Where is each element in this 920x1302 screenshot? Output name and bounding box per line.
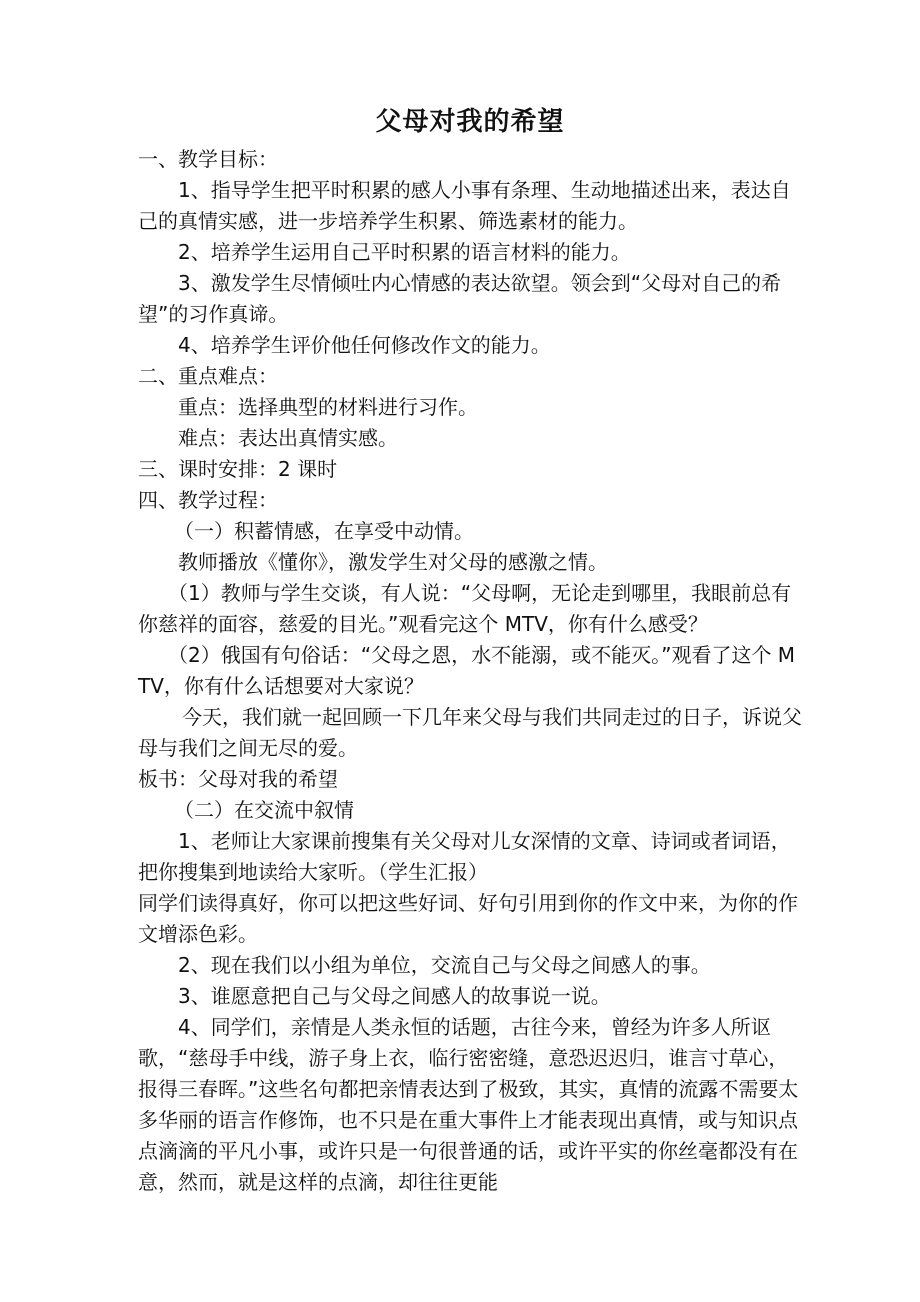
section-heading-objectives: 一、教学目标： [138, 147, 278, 171]
objective-1: 1、指导学生把平时积累的感人小事有条理、生动地描述出来，表达自己的真情实感，进一步培养学生积累、筛选素材的能力。 [138, 178, 791, 233]
blackboard-note: 板书：父母对我的希望 [138, 767, 338, 791]
process-paragraph: 2、现在我们以小组为单位，交流自己与父母之间感人的事。 [178, 953, 711, 977]
process-paragraph: 4、同学们，亲情是人类永恒的话题，古往今来，曾经为许多人所讴歌，“慈母手中线，游子身上衣，临行密密缝，意恐迟迟归，谁言寸草心，报得三春晖。”这些名句都把亲情表达到了极致，其实，真情的流露不需要太多华丽的语言作修饰，也不只是在重大事件上才能表现出真情，或与知识点点滴滴的平凡小事，或许只是一句很普通的话，或许平实的你丝毫都没有在意，然而，就是这样的点滴，却往往更能 [138, 1015, 799, 1194]
objective-4: 4、培养学生评价他任何修改作文的能力。 [178, 333, 551, 357]
key-point: 重点：选择典型的材料进行习作。 [178, 395, 478, 419]
process-paragraph: 教师播放《懂你》，激发学生对父母的感激之情。 [178, 550, 608, 574]
section-heading-schedule: 三、课时安排：2 课时 [138, 457, 338, 481]
process-paragraph: 1、老师让大家课前搜集有关父母对儿女深情的文章、诗词或者词语，把你搜集到地读给大家听。（学生汇报） [138, 829, 791, 884]
process-paragraph: （1）教师与学生交谈，有人说：“父母啊，无论走到哪里，我眼前总有你慈祥的面容，慈爱的目光。”观看完这个 MTV，你有什么感受？ [138, 581, 792, 636]
process-paragraph: （2）俄国有句俗话：“父母之恩，水不能溺，或不能灭。”观看了这个 MTV，你有什么话想要对大家说？ [138, 643, 796, 698]
document-title: 父母对我的希望 [375, 107, 565, 137]
process-paragraph: 今天，我们就一起回顾一下几年来父母与我们共同走过的日子，诉说父母与我们之间无尽的爱。 [138, 705, 802, 760]
process-step-2-heading: （二）在交流中叙情 [174, 798, 354, 822]
process-paragraph: 3、谁愿意把自己与父母之间感人的故事说一说。 [178, 984, 611, 1008]
difficult-point: 难点：表达出真情实感。 [178, 426, 398, 450]
process-step-1-heading: （一）积蓄情感，在享受中动情。 [174, 519, 474, 543]
objective-3: 3、激发学生尽情倾吐内心情感的表达欲望。领会到“父母对自己的希望”的习作真谛。 [138, 271, 782, 326]
objective-2: 2、培养学生运用自己平时积累的语言材料的能力。 [178, 240, 631, 264]
process-paragraph: 同学们读得真好，你可以把这些好词、好句引用到你的作文中来，为你的作文增添色彩。 [138, 891, 798, 946]
section-heading-key-points: 二、重点难点： [138, 364, 278, 388]
document-page [138, 100, 802, 1198]
section-heading-process: 四、教学过程： [138, 488, 278, 512]
